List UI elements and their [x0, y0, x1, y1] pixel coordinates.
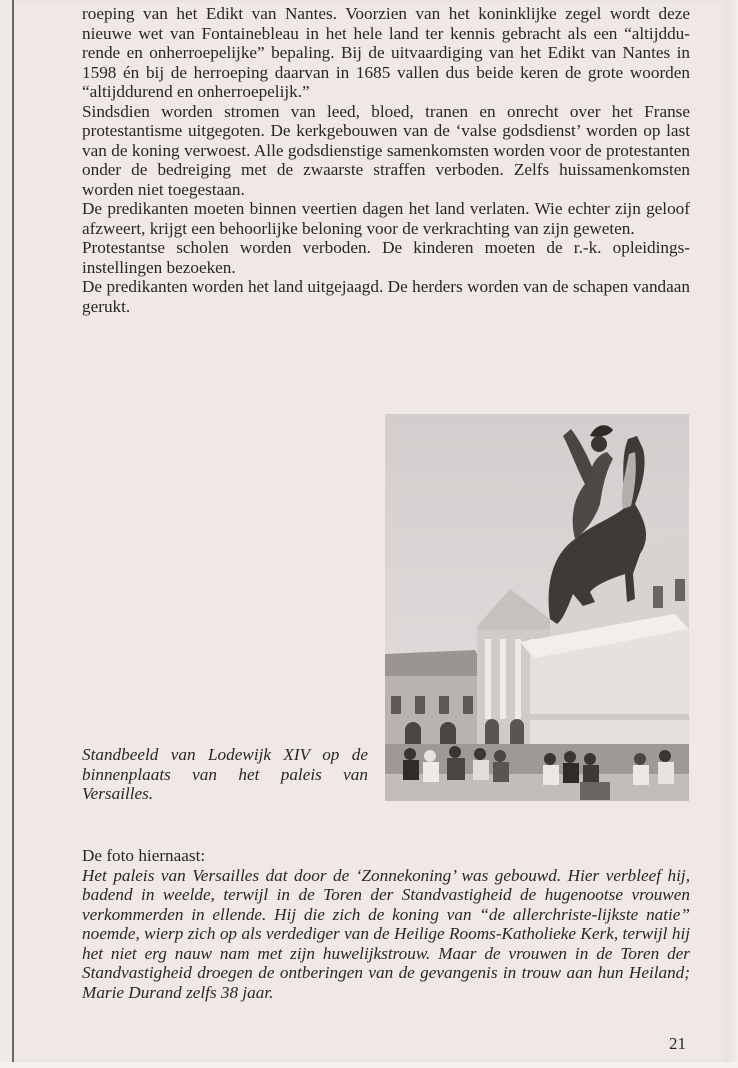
palace-left-wing [385, 650, 485, 746]
statue-photo [385, 414, 689, 801]
page-number: 21 [669, 1034, 686, 1053]
paragraph: Protestantse scholen worden verboden. De kinderen moeten de r.-k. opleidings-instellingen bezoeken. [82, 238, 690, 277]
paragraph: roeping van het Edikt van Nantes. Voorzien van het koninklijke zegel wordt deze nieuwe wet van Fontainebleau in het hele land ter kennis gebracht als een “altijddu-rende en onherroepelijke” bepaling. Bij de uitvaardiging van het Edikt van Nantes in 1598 én bij de herroeping daarvan in 1685 vallen dus beide keren de grote woorden “altijddurend en onherroepelijk.” [82, 4, 690, 101]
photo-note-text: Het paleis van Versailles dat door de ‘Zonnekoning’ was gebouwd. Hier verbleef hij, badend in weelde, terwijl in de Toren der Standvastigheid de hugenootse vrouwen verkommerden in ellende. Hij die zich de koning van “de allerchriste-lijkste natie” noemde, wierp zich op als verdediger van de Heilige Rooms-Katholieke Kerk, terwijl hij het niet erg nauw nam met zijn huwelijkstrouw. Maar de vrouwen in de Toren der Standvastigheid droegen de ontberingen van de gevangenis in trouw aan hun Heiland; Marie Durand zelfs 38 jaar. [82, 865, 690, 1002]
page-bottom-edge [0, 1062, 738, 1068]
statue-photo-illustration [385, 414, 689, 801]
paragraph: Sindsdien worden stromen van leed, bloed, tranen en onrecht over het Franse protestantisme uitgegoten. De kerkgebouwen van de ‘valse godsdienst’ worden op last van de koning verwoest. Alle godsdienstige samenkomsten worden voor de protestanten onder de bedreiging met de zwaarste straffen verboden. Zelfs huissamenkomsten worden niet toegestaan. [82, 101, 690, 199]
page-edge [726, 0, 738, 1068]
photo-caption: Standbeeld van Lodewijk XIV op de binnenplaats van het paleis van Versailles. [82, 745, 368, 803]
crowd-of-people [385, 744, 689, 801]
photo-note [82, 846, 690, 1002]
body-text [82, 4, 690, 316]
paragraph: De predikanten moeten binnen veertien dagen het land verlaten. Wie echter zijn geloof afzweert, krijgt een behoorlijke beloning voor de verkrachting van zijn geweten. [82, 199, 690, 238]
paragraph: De predikanten worden het land uitgejaagd. De herders worden van de schapen vandaan gerukt. [82, 277, 690, 316]
photo-note-label: De foto hiernaast: [82, 846, 206, 865]
